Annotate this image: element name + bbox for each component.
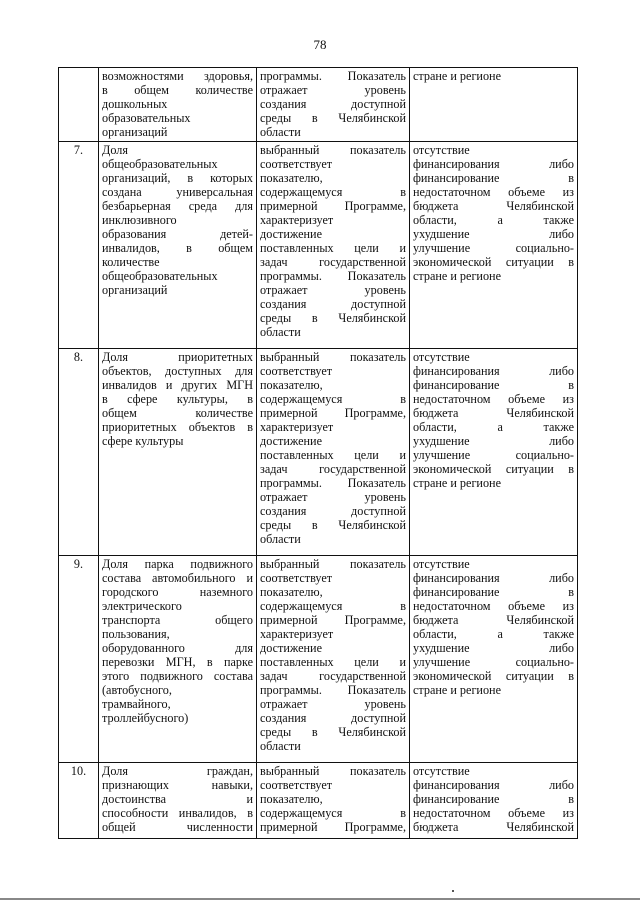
cell-text-line: создания доступной — [260, 711, 406, 725]
cell-text-line: организаций, в которых — [102, 171, 253, 185]
rationale-cell — [257, 349, 410, 556]
cell-text-line: бюджета Челябинской — [413, 406, 574, 420]
cell-text-line: финансирования либо — [413, 778, 574, 792]
cell-text-line: бюджета Челябинской — [413, 820, 574, 834]
cell-text-line: создания доступной — [260, 97, 406, 111]
cell-text-line: общем количестве — [102, 406, 253, 420]
cell-text-line: организаций — [102, 125, 168, 139]
cell-text-line: среды в Челябинской — [260, 111, 406, 125]
cell-text-line: отсутствие — [413, 350, 470, 364]
cell-text-line: в сфере культуры, в — [102, 392, 253, 406]
cell-text-line: недостаточном объеме из — [413, 185, 574, 199]
risk-cell — [410, 556, 578, 763]
page-number: 78 — [313, 37, 327, 52]
cell-text-line: задач государственной — [260, 255, 406, 269]
rationale-cell — [257, 763, 410, 839]
cell-text-line: программы. Показатель — [260, 683, 406, 697]
cell-text-line: достоинства и — [102, 792, 253, 806]
cell-text-line: улучшение социально- — [413, 448, 574, 462]
cell-text-line: примерной Программе, — [260, 406, 406, 420]
cell-text-line: оборудованного для — [102, 641, 253, 655]
cell-text-line: показателю, — [260, 585, 323, 599]
cell-text-line: перевозки МГН, в парке — [102, 655, 253, 669]
cell-text-line: этого подвижного состава — [102, 669, 253, 683]
risk-cell — [410, 763, 578, 839]
cell-text-line: характеризует — [260, 213, 334, 227]
scan-speck — [452, 890, 454, 892]
cell-text-line: среды в Челябинской — [260, 725, 406, 739]
cell-text-line: соответствует — [260, 571, 333, 585]
cell-text-line: сфере культуры — [102, 434, 184, 448]
cell-text-line: признающих навыки, — [102, 778, 253, 792]
cell-text-line: области, а также — [413, 627, 574, 641]
cell-text-line: стране и регионе — [413, 476, 501, 490]
cell-text-line: финансирования либо — [413, 157, 574, 171]
cell-text-line: финансирования либо — [413, 364, 574, 378]
cell-text-line: достижение — [260, 434, 322, 448]
table-row — [59, 556, 578, 763]
cell-text-line: области — [260, 739, 301, 753]
cell-text-line: отсутствие — [413, 764, 470, 778]
cell-text-line: отсутствие — [413, 557, 470, 571]
cell-text-line: инвалидов, в общем — [102, 241, 253, 255]
cell-text-line: области — [260, 125, 301, 139]
cell-text-line: городского наземного — [102, 585, 253, 599]
cell-text-line: области — [260, 325, 301, 339]
cell-text-line: финансирования либо — [413, 571, 574, 585]
cell-text-line: отражает уровень — [260, 83, 406, 97]
indicator-name-cell — [99, 763, 257, 839]
cell-text-line: отражает уровень — [260, 490, 406, 504]
risk-cell — [410, 349, 578, 556]
cell-text-line: поставленных цели и — [260, 655, 406, 669]
cell-text-line: недостаточном объеме из — [413, 806, 574, 820]
cell-text-line: инвалидов и других МГН — [102, 378, 253, 392]
cell-text-line: соответствует — [260, 364, 333, 378]
cell-text-line: показателю, — [260, 171, 323, 185]
cell-text-line: недостаточном объеме из — [413, 599, 574, 613]
cell-text-line: создания доступной — [260, 297, 406, 311]
cell-text-line: области — [260, 532, 301, 546]
cell-text-line: ухудшение либо — [413, 434, 574, 448]
cell-text-line: области, а также — [413, 420, 574, 434]
cell-text-line: экономической ситуации в — [413, 255, 574, 269]
rationale-cell — [257, 556, 410, 763]
row-number-cell: 8. — [59, 349, 99, 556]
cell-text-line: общеобразовательных — [102, 157, 218, 171]
table-row — [59, 68, 578, 142]
cell-text-line: общеобразовательных — [102, 269, 218, 283]
cell-text-line: примерной Программе, — [260, 613, 406, 627]
cell-text-line: выбранный показатель — [260, 764, 406, 778]
cell-text-line: инклюзивного — [102, 213, 177, 227]
cell-text-line: бюджета Челябинской — [413, 613, 574, 627]
rationale-cell — [257, 142, 410, 349]
cell-text-line: безбарьерная среда для — [102, 199, 253, 213]
cell-text-line: достижение — [260, 641, 322, 655]
cell-text-line: транспорта общего — [102, 613, 253, 627]
cell-text-line: ухудшение либо — [413, 641, 574, 655]
cell-text-line: бюджета Челябинской — [413, 199, 574, 213]
cell-text-line: области, а также — [413, 213, 574, 227]
cell-text-line: поставленных цели и — [260, 241, 406, 255]
table-row — [59, 349, 578, 556]
cell-text-line: Доля граждан, — [102, 764, 253, 778]
page-bottom-rule — [0, 898, 640, 900]
cell-text-line: улучшение социально- — [413, 241, 574, 255]
cell-text-line: поставленных цели и — [260, 448, 406, 462]
cell-text-line: программы. Показатель — [260, 476, 406, 490]
cell-text-line: количестве — [102, 255, 160, 269]
rationale-cell — [257, 68, 410, 142]
cell-text-line: задач государственной — [260, 669, 406, 683]
indicator-name-cell — [99, 556, 257, 763]
cell-text-line: содержащемуся в — [260, 806, 406, 820]
cell-text-line: экономической ситуации в — [413, 669, 574, 683]
row-number-cell: 7. — [59, 142, 99, 349]
cell-text-line: дошкольных — [102, 97, 168, 111]
cell-text-line: состава автомобильного и — [102, 571, 253, 585]
table-body — [59, 68, 578, 839]
cell-text-line: стране и регионе — [413, 683, 501, 697]
cell-text-line: выбранный показатель — [260, 143, 406, 157]
cell-text-line: Доля — [102, 143, 128, 157]
cell-text-line: финансирование в — [413, 792, 574, 806]
cell-text-line: задач государственной — [260, 462, 406, 476]
cell-text-line: создания доступной — [260, 504, 406, 518]
cell-text-line: способности инвалидов, в — [102, 806, 253, 820]
cell-text-line: Доля парка подвижного — [102, 557, 253, 571]
indicator-name-cell — [99, 142, 257, 349]
cell-text-line: среды в Челябинской — [260, 311, 406, 325]
indicators-table — [58, 67, 578, 839]
cell-text-line: показателю, — [260, 792, 323, 806]
indicator-name-cell — [99, 68, 257, 142]
cell-text-line: трамвайного, — [102, 697, 171, 711]
cell-text-line: программы. Показатель — [260, 69, 406, 83]
indicator-name-cell — [99, 349, 257, 556]
cell-text-line: стране и регионе — [413, 69, 501, 83]
cell-text-line: финансирование в — [413, 585, 574, 599]
cell-text-line: троллейбусного) — [102, 711, 189, 725]
cell-text-line: в общем количестве — [102, 83, 253, 97]
cell-text-line: объектов, доступных для — [102, 364, 253, 378]
cell-text-line: общей численности — [102, 820, 253, 834]
cell-text-line: электрического — [102, 599, 182, 613]
cell-text-line: среды в Челябинской — [260, 518, 406, 532]
cell-text-line: стране и регионе — [413, 269, 501, 283]
cell-text-line: организаций — [102, 283, 168, 297]
cell-text-line: пользования, — [102, 627, 170, 641]
cell-text-line: выбранный показатель — [260, 350, 406, 364]
cell-text-line: примерной Программе, — [260, 820, 406, 834]
cell-text-line: содержащемуся в — [260, 392, 406, 406]
cell-text-line: отражает уровень — [260, 283, 406, 297]
cell-text-line: содержащемуся в — [260, 599, 406, 613]
cell-text-line: приоритетных объектов в — [102, 420, 253, 434]
cell-text-line: Доля приоритетных — [102, 350, 253, 364]
cell-text-line: недостаточном объеме из — [413, 392, 574, 406]
cell-text-line: создана универсальная — [102, 185, 253, 199]
risk-cell — [410, 142, 578, 349]
cell-text-line: отсутствие — [413, 143, 470, 157]
cell-text-line: содержащемуся в — [260, 185, 406, 199]
cell-text-line: примерной Программе, — [260, 199, 406, 213]
cell-text-line: образовательных — [102, 111, 191, 125]
table-row — [59, 763, 578, 839]
cell-text-line: показателю, — [260, 378, 323, 392]
cell-text-line: образования детей- — [102, 227, 253, 241]
cell-text-line: возможностями здоровья, — [102, 69, 253, 83]
row-number-cell: 10. — [59, 763, 99, 839]
cell-text-line: (автобусного, — [102, 683, 172, 697]
risk-cell — [410, 68, 578, 142]
cell-text-line: отражает уровень — [260, 697, 406, 711]
cell-text-line: ухудшение либо — [413, 227, 574, 241]
cell-text-line: улучшение социально- — [413, 655, 574, 669]
cell-text-line: программы. Показатель — [260, 269, 406, 283]
cell-text-line: характеризует — [260, 627, 334, 641]
cell-text-line: достижение — [260, 227, 322, 241]
row-number-cell — [59, 68, 99, 142]
row-number-cell: 9. — [59, 556, 99, 763]
cell-text-line: выбранный показатель — [260, 557, 406, 571]
cell-text-line: соответствует — [260, 157, 333, 171]
cell-text-line: финансирование в — [413, 378, 574, 392]
cell-text-line: экономической ситуации в — [413, 462, 574, 476]
cell-text-line: финансирование в — [413, 171, 574, 185]
cell-text-line: характеризует — [260, 420, 334, 434]
table-row — [59, 142, 578, 349]
cell-text-line: соответствует — [260, 778, 333, 792]
